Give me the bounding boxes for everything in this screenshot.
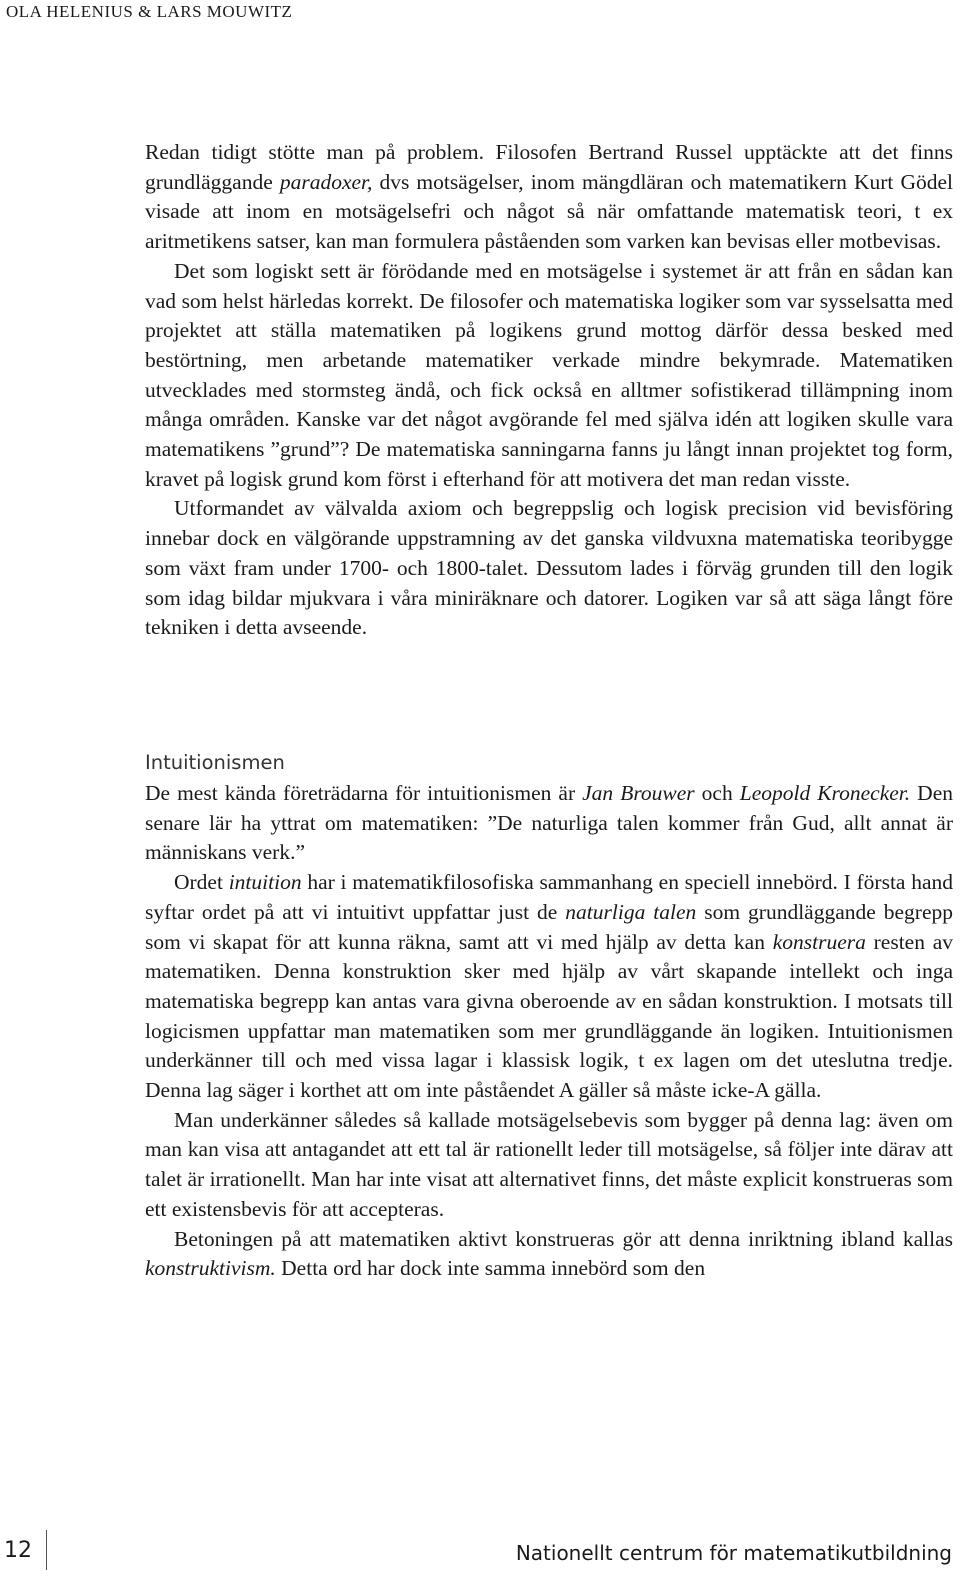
italic-term: paradoxer, xyxy=(279,169,373,194)
paragraph xyxy=(145,257,953,495)
text-segment: Ordet xyxy=(174,870,229,895)
text-segment: De mest kända företrädarna för intuitionismen är xyxy=(145,781,583,805)
text-segment: Man underkänner således så kallade motsägelsebevis som bygger på denna lag: även om man kan visa att antagandet att ett tal är rationellt leder till motsägelse, så följer inte därav att talet är irrationellt. Man har inte visat att alternativet finns, det måste explicit konstrueras som ett existensbevis för att accepteras. xyxy=(145,1107,953,1221)
italic-term: konstruera xyxy=(772,929,866,954)
paragraph xyxy=(145,494,953,643)
paragraph xyxy=(145,1106,953,1225)
text-segment: Den senare lär ha yttrat om matematiken: ”De naturliga talen kommer från Gud, allt annat är människans verk.” xyxy=(145,781,954,865)
paragraph xyxy=(145,1225,953,1284)
text-segment: dvs motsägelser, inom mängdläran och matematikern Kurt Gödel visade att inom en motsägelsefri och något så när omfattande matematisk teori, t ex aritmetikens satser, kan man formulera påståenden som varken kan bevisas eller motbevisas. xyxy=(145,169,953,254)
italic-term: intuition xyxy=(228,870,302,895)
text-segment: har i matematikfilosofiska sammanhang en speciell innebörd. I första hand syftar ordet på att vi intuitivt uppfattar just de xyxy=(145,870,954,924)
footer-divider xyxy=(46,1530,47,1570)
body-text xyxy=(145,138,953,643)
italic-term: naturliga talen xyxy=(565,899,697,924)
paragraph xyxy=(145,138,953,257)
text-segment: som grundläggande begrepp som vi skapat för att kunna räkna, samt att vi med hjälp av detta kan xyxy=(145,899,953,954)
section-heading: Intuitionismen xyxy=(145,751,285,774)
text-segment: Redan tidigt stötte man på problem. Filosofen Bertrand Russel upptäckte att det finns grundläggande xyxy=(145,140,953,194)
section-body xyxy=(145,779,953,1284)
paragraph xyxy=(145,868,953,1106)
italic-name: Leopold Kronecker. xyxy=(739,781,911,805)
italic-term: konstruktivism. xyxy=(145,1256,276,1281)
page-number: 12 xyxy=(4,1538,32,1563)
text-segment: Betoningen på att matematiken aktivt konstrueras gör att denna inriktning ibland kallas xyxy=(174,1226,953,1251)
paragraph xyxy=(145,779,953,868)
running-header: OLA HELENIUS & LARS MOUWITZ xyxy=(6,2,293,21)
text-segment: resten av matematiken. Denna konstruktion sker med hjälp av vårt skapande intellekt och inga matematiska begrepp kan antas vara givna oberoende av en sådan konstruktion. I motsats till logicismen uppfattar man matematiken som mer grundläggande än logiken. Intuitionismen underkänner till och med vissa lagar i klassisk logik, t ex lagen om det uteslutna tredje. Denna lag säger i korthet att om inte påståendet A gäller så måste icke-A gälla. xyxy=(145,929,953,1103)
text-segment: Detta ord har dock inte samma innebörd som den xyxy=(275,1256,706,1281)
text-segment: och xyxy=(694,781,740,805)
text-segment: Utformandet av välvalda axiom och begreppslig och logisk precision vid bevisföring innebar dock en välgörande uppstramning av det ganska vildvuxna matematiska teoribygge som växt fram under 1700- och 1800-talet. Dessutom lades i förväg grunden till den logik som idag bildar mjukvara i våra miniräknare och datorer. Logiken var så att säga långt före tekniken i detta avseende. xyxy=(145,496,953,640)
italic-name: Jan Brouwer xyxy=(582,781,695,805)
footer-organization: Nationellt centrum för matematikutbildning xyxy=(515,1541,952,1565)
text-segment: Det som logiskt sett är förödande med en motsägelse i systemet är att från en sådan kan vad som helst härledas korrekt. De filosofer och matematiska logiker som var sysselsatta med projektet att ställa matematiken på logikens grund mottog därför dessa besked med bestörtning, men arbetande matematiker verkade mindre bekymrade. Matematiken utvecklades med stormsteg ändå, och fick också en alltmer sofistikerad tillämpning inom många områden. Kanske var det något avgörande fel med själva idén att logiken skulle vara matematikens ”grund”? De matematiska sanningarna fanns ju långt innan projektet tog form, kravet på logisk grund kom först i efterhand för att motivera det man redan visste. xyxy=(145,258,953,491)
